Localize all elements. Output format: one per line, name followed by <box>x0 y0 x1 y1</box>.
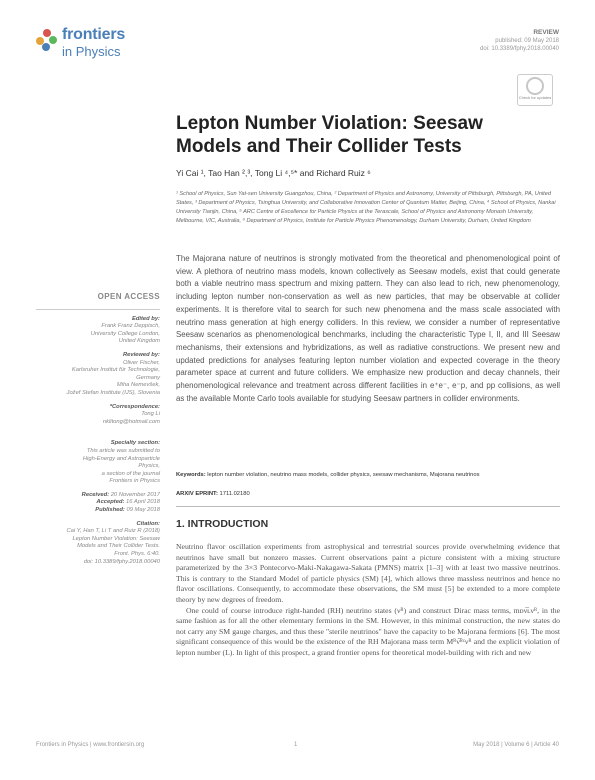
correspondence: Tong Li nklitong@hotmail.com <box>36 411 160 426</box>
correspondence-email[interactable]: nklitong@hotmail.com <box>102 418 160 425</box>
author-list: Yi Cai ¹, Tao Han ²,³, Tong Li ⁴,⁵* and Richard Ruiz ⁶ <box>176 168 371 178</box>
check-updates-icon <box>526 77 544 95</box>
paragraph: One could of course introduce right-handed (RH) neutrino states (νᴿ) and construct Dirac mass terms, mᴅν̅ʟνᴿ, in the same fashion as for all the other elementary fermions in the SM. However, in this minimal construction, the new states do not carry any SM gauge charges, and thus these "sterile neutrinos" have the capacity to be Majorana fermions [6]. The most significant consequence of this would be the existence of the RH Majorana mass term Mᴿν̅ᴿᶜνᴿ and the explicit violation of lepton number (L). In light of this prospect, a grand frontier opens for theoretical model-building with rich and new <box>176 605 560 657</box>
citation-label: Citation: <box>136 520 160 527</box>
check-updates-button[interactable] <box>517 74 553 106</box>
accepted-date: Accepted: 16 April 2018 <box>96 499 160 506</box>
doi-link[interactable]: doi: 10.3389/fphy.2018.00040 <box>480 46 559 52</box>
arxiv-label: ARXIV EPRINT: <box>176 491 218 497</box>
received-date: Received: 20 November 2017 <box>81 491 160 498</box>
published-date-sidebar: Published: 09 May 2018 <box>95 507 160 514</box>
article-type: REVIEW <box>533 29 559 36</box>
logo-subtitle: in Physics <box>62 44 121 59</box>
logo-icon <box>36 29 58 51</box>
sidebar-divider <box>36 309 160 310</box>
reviewers: Oliver Fischer, Karlsruher Institut für Technologie, Germany Miha Nemevšek, Jožef Stefan Institute (IJS), Slovenia <box>66 359 160 396</box>
open-access-label: OPEN ACCESS <box>97 292 160 301</box>
published-date: published: 09 May 2018 <box>495 38 559 44</box>
keywords-text: lepton number violation, neutrino mass models, collider physics, seesaw mechanisms, Majorana neutrinos <box>207 472 480 478</box>
correspondence-label: *Correspondence: <box>109 403 160 410</box>
body-text <box>176 542 560 659</box>
page-number: 1 <box>294 742 298 748</box>
arxiv-id[interactable]: 1711.02180 <box>219 491 250 497</box>
sidebar <box>36 293 160 566</box>
reviewed-by-label: Reviewed by: <box>122 351 160 358</box>
article-title: Lepton Number Violation: Seesaw Models and Their Collider Tests <box>176 113 483 157</box>
section-heading: 1. INTRODUCTION <box>176 518 269 530</box>
divider <box>176 506 560 507</box>
article-meta <box>480 29 559 53</box>
paragraph: Neutrino flavor oscillation experiments from astrophysical and terrestrial sources provide overwhelming evidence that neutrinos have small but nonzero masses. Current observations paint a picture consistent with a mixing structure parameterized by the 3×3 Pontecorvo-Maki-Nakagawa-Sakata (PMNS) matrix [1–3] with at least two massive neutrinos. This is contrary to the Standard Model of particle physics (SM) [4], which allows three massless neutrinos and hence no flavor oscillations. Consequently, to accommodate these observations, the SM must [5] be extended to a more complete theory by new degrees of freedom. <box>176 542 560 604</box>
keywords <box>176 471 560 480</box>
affiliations: ¹ School of Physics, Sun Yat-sen University Guangzhou, China, ² Department of Physics and Astronomy, University of Pittsburgh, Pittsburgh, PA, United States, ³ Department of Physics, Tsinghua University, and Collaborative Innovation Center of Quantum Matter, Beijing, China, ⁴ School of Physics, Nankai University Tianjin, China, ⁵ ARC Centre of Excellence for Particle Physics at the Terascale, School of Physics and Astronomy Monash University, Melbourne, VIC, Australia, ⁶ Department of Physics, Institute for Particle Physics Phenomenology, Durham University, Durham, United Kingdom <box>176 191 556 224</box>
citation: Cai Y, Han T, Li T and Ruiz R (2018) Lepton Number Violation: Seesaw Models and Their Collider Tests. Front. Phys. 6:40. doi: 10.3389/fphy.2018.00040 <box>66 528 160 565</box>
journal-logo <box>36 26 166 66</box>
edited-by-label: Edited by: <box>131 315 160 322</box>
keywords-label: Keywords: <box>176 472 206 478</box>
abstract: The Majorana nature of neutrinos is strongly motivated from the theoretical and phenomenological point of view. A plethora of neutrino mass models, known collectively as Seesaw models, exist that could generate both a viable neutrino mass spectrum and mixing pattern. They can also lead to rich, new phenomenology, including lepton number non-conservation as well as new particles, that may be observable at collider experiments. It is therefore vital to search for such new phenomena and the mass scale associated with neutrino mass generation at high energy colliders. In this review, we consider a number of representative Seesaw scenarios as phenomenological benchmarks, including the characteristic Type I, II, and III Seesaw mechanisms, their extensions and hybridizations, as well as radiative constructions. We present new and updated predictions for analyses featuring lepton number violation and expected coverage in the theory parameter space at current and future colliders. We emphasize new production and decay channels, their phenomenological relevance and treatment across different facilities in e⁺e⁻, e⁻p, and pp collisions, as well as the available Monte Carlo tools available for studying Seesaw partners in collider environments. <box>176 254 560 403</box>
specialty: This article was submitted to High-Energy and Astroparticle Physics, a section of the journal Frontiers in Physics <box>82 447 160 485</box>
specialty-label: Specialty section: <box>110 440 160 447</box>
check-updates-label: Check for updates <box>518 95 552 100</box>
editor: Frank Franz Deppisch, University College London, United Kingdom <box>90 323 160 345</box>
logo-text: frontiers <box>62 26 126 43</box>
arxiv-eprint <box>176 491 250 497</box>
footer-issue: May 2018 | Volume 6 | Article 40 <box>473 742 559 748</box>
footer-journal-link[interactable]: Frontiers in Physics | www.frontiersin.org <box>36 742 145 748</box>
